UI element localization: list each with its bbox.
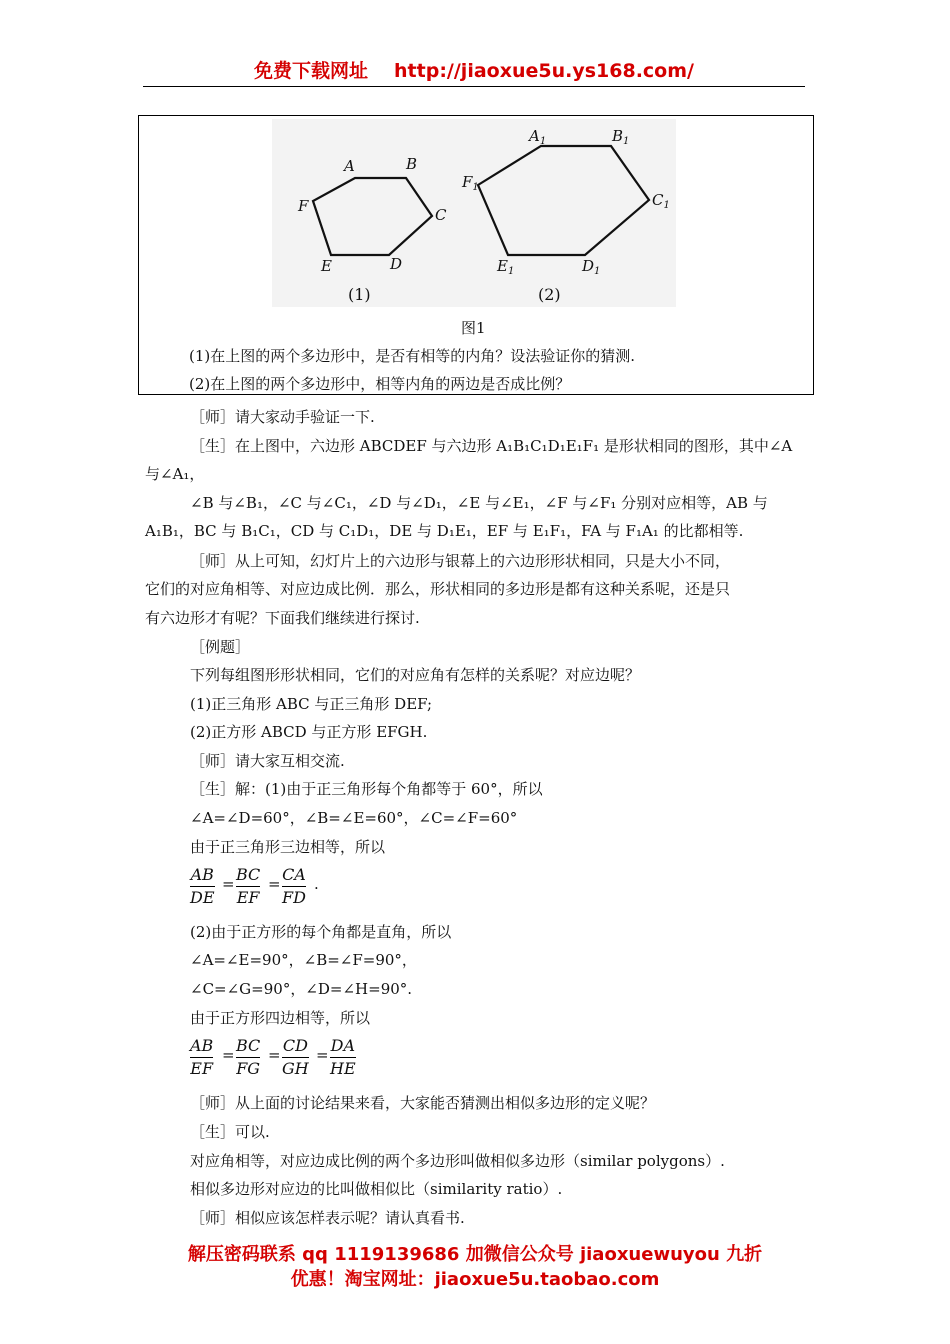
text-line: A₁B₁，BC 与 B₁C₁，CD 与 C₁D₁，DE 与 D₁E₁，EF 与 E₁F₁，FA 与 F₁A₁ 的比都相等.: [145, 522, 744, 540]
figure-box: [138, 115, 814, 395]
fraction: CD GH: [282, 1036, 309, 1078]
hex1-label-D: D: [390, 255, 403, 273]
footer-line-2[interactable]: 优惠！淘宝网址：jiaoxue5u.taobao.com: [290, 1269, 660, 1290]
hex2-label-B1: $B_1$: [612, 127, 630, 147]
text-line: 与∠A₁，: [145, 465, 205, 483]
text-line: 有六边形才有呢？下面我们继续进行探讨.: [145, 609, 420, 627]
page-header: [143, 58, 805, 87]
text-line: ［师］请大家互相交流.: [190, 752, 345, 770]
header-title: 免费下载网址: [254, 60, 369, 82]
hex1-label-B: B: [406, 155, 418, 173]
footer-line-1: 解压密码联系 qq 1119139686 加微信公众号 jiaoxuewuyou 九折: [187, 1244, 763, 1265]
fraction: BC FG: [236, 1036, 261, 1078]
hexagon-figures: [272, 119, 676, 307]
equals-sign: =: [268, 875, 281, 893]
fraction: AB EF: [190, 1036, 214, 1078]
text-line: (1)正三角形 ABC 与正三角形 DEF;: [190, 695, 433, 713]
text-line: ∠B 与∠B₁，∠C 与∠C₁，∠D 与∠D₁，∠E 与∠E₁，∠F 与∠F₁ 分别对应相等，AB 与: [190, 494, 768, 512]
text-line: ［生］在上图中，六边形 ABCDEF 与六边形 A₁B₁C₁D₁E₁F₁ 是形状相同的图形，其中∠A: [190, 437, 793, 455]
figure-label-2: (2): [538, 285, 561, 304]
fraction: CA FD: [282, 865, 306, 907]
text-line: ［师］从上可知，幻灯片上的六边形与银幕上的六边形形状相同，只是大小不同，: [190, 552, 731, 570]
hexagon-1: [313, 178, 432, 255]
text-line: ∠A=∠E=90°，∠B=∠F=90°，: [190, 951, 417, 969]
text-line: ［生］解：(1)由于正三角形每个角都等于 60°，所以: [190, 780, 543, 798]
hex1-label-E: E: [321, 257, 332, 275]
fraction: DA HE: [330, 1036, 356, 1078]
equals-sign: =: [268, 1046, 281, 1064]
text-line: ［师］请大家动手验证一下.: [190, 408, 375, 426]
text-line: ［生］可以.: [190, 1123, 270, 1141]
header-url-link[interactable]: http://jiaoxue5u.ys168.com/: [394, 60, 694, 82]
equation-end: .: [314, 875, 319, 893]
equals-sign: =: [222, 875, 235, 893]
text-line: ∠A=∠D=60°，∠B=∠E=60°，∠C=∠F=60°: [190, 809, 518, 827]
text-line: 相似多边形对应边的比叫做相似比（similarity ratio）.: [190, 1180, 563, 1198]
box-question-1: (1)在上图的两个多边形中，是否有相等的内角？设法验证你的猜测.: [189, 347, 636, 365]
fraction: AB DE: [190, 865, 215, 907]
fraction: BC EF: [236, 865, 261, 907]
hex2-label-D1: $D_1$: [582, 257, 601, 277]
text-line: 由于正三角形三边相等，所以: [190, 838, 386, 856]
text-line: 由于正方形四边相等，所以: [190, 1009, 371, 1027]
text-line: (2)由于正方形的每个角都是直角，所以: [190, 923, 452, 941]
figure-caption: 图1: [461, 319, 486, 337]
hex2-label-C1: $C_1$: [652, 191, 670, 211]
hex1-label-A: A: [344, 157, 355, 175]
hexagon-2: [478, 146, 649, 255]
hex2-label-F1: $F_1$: [462, 173, 479, 193]
text-line: 下列每组图形形状相同，它们的对应角有怎样的关系呢？对应边呢？: [190, 666, 641, 684]
text-line: (2)正方形 ABCD 与正方形 EFGH.: [190, 723, 428, 741]
text-line: ∠C=∠G=90°，∠D=∠H=90°.: [190, 980, 413, 998]
equals-sign: =: [222, 1046, 235, 1064]
hex2-label-E1: $E_1$: [497, 257, 515, 277]
text-line: 对应角相等，对应边成比例的两个多边形叫做相似多边形（similar polygons）.: [190, 1152, 725, 1170]
hex1-label-F: F: [298, 197, 309, 215]
figure-image: [272, 119, 676, 307]
section-heading: ［例题］: [190, 638, 251, 656]
text-line: 它们的对应角相等、对应边成比例．那么，形状相同的多边形是都有这种关系呢，还是只: [145, 580, 731, 598]
equals-sign: =: [316, 1046, 329, 1064]
figure-label-1: (1): [348, 285, 371, 304]
hex1-label-C: C: [435, 206, 447, 224]
text-line: ［师］从上面的讨论结果来看，大家能否猜测出相似多边形的定义呢？: [190, 1094, 656, 1112]
hex2-label-A1: $A_1$: [529, 127, 547, 147]
text-line: ［师］相似应该怎样表示呢？请认真看书.: [190, 1209, 465, 1227]
box-question-2: (2)在上图的两个多边形中，相等内角的两边是否成比例？: [189, 375, 571, 393]
